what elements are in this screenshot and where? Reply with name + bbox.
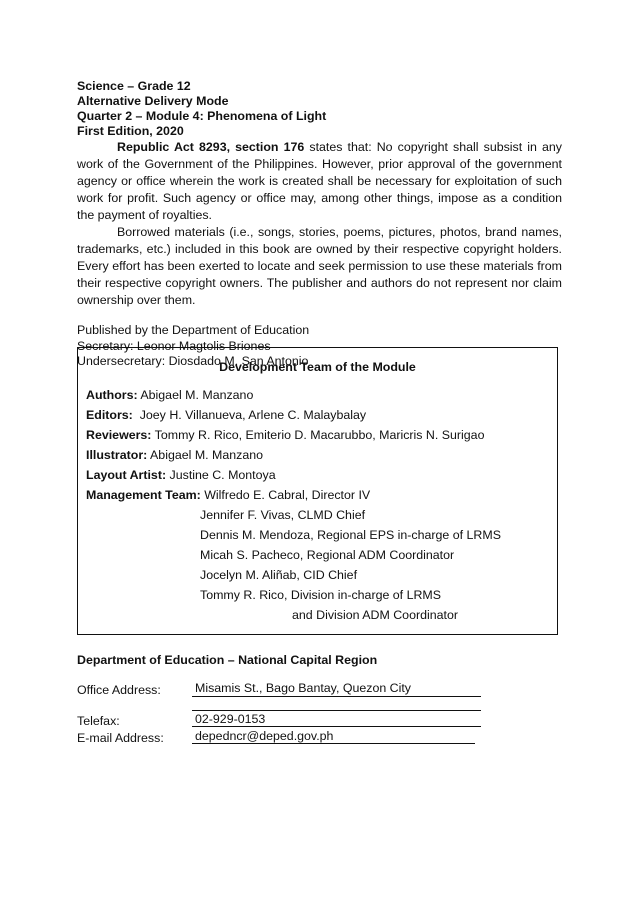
undersecretary: Undersecretary: Diosdado M. San Antonio (77, 354, 309, 368)
management-row (86, 488, 370, 502)
reviewers-row (86, 428, 484, 442)
management-label: Management Team: (86, 488, 201, 502)
office-address-line (192, 696, 481, 697)
delivery-mode: Alternative Delivery Mode (77, 94, 229, 108)
edition: First Edition, 2020 (77, 124, 184, 138)
secretary: Secretary: Leonor Magtolis Briones (77, 338, 271, 353)
illustrator-row (86, 448, 263, 462)
authors-label: Authors: (86, 388, 138, 402)
management-member: Jennifer F. Vivas, CLMD Chief (200, 508, 366, 522)
copyright-paragraph (77, 139, 562, 224)
borrowed-materials-paragraph (77, 224, 562, 309)
development-team-box (77, 347, 558, 635)
published-by: Published by the Department of Education (77, 323, 310, 337)
office-address-value: Misamis St., Bago Bantay, Quezon City (195, 681, 412, 695)
borrowed-body: Borrowed materials (i.e., songs, stories, poems, pictures, photos, brand names, trademarks, etc.) included in this book are owned by their respective copyright holders. Every effort has been exerted to locate and seek permission to use these materials from their respective copyright owners. The publisher and authors do not represent nor claim ownership over them. (77, 225, 562, 307)
copyright-body: states that: No copyright shall subsist in any work of the Government of the Philippines. However, prior approval of the government agency or office wherein the work is created shall be necessary for exploitation of such work for profit. Such agency or office may, among other things, impose as a condition the payment of royalties. (77, 140, 563, 222)
document-page (77, 79, 562, 370)
editors-value: Joey H. Villanueva, Arlene C. Malaybalay (132, 408, 367, 422)
reviewers-value: Tommy R. Rico, Emiterio D. Macarubbo, Maricris N. Surigao (151, 428, 485, 442)
team-title: Development Team of the Module (219, 360, 416, 374)
illustrator-label: Illustrator: (86, 448, 148, 462)
telefax-line (192, 726, 481, 727)
management-member: Dennis M. Mendoza, Regional EPS in-charge of LRMS (200, 528, 501, 542)
editors-label: Editors: (86, 408, 133, 422)
subject-grade: Science – Grade 12 (77, 79, 191, 93)
management-member-continued: and Division ADM Coordinator (292, 608, 458, 622)
reviewers-label: Reviewers: (86, 428, 152, 442)
authors-row (86, 388, 253, 402)
layout-artist-value: Justine C. Montoya (166, 468, 276, 482)
department-heading: Department of Education – National Capital Region (77, 653, 378, 667)
office-address-label: Office Address: (77, 683, 161, 697)
office-address-line-2 (192, 710, 481, 711)
authors-value: Abigael M. Manzano (137, 388, 254, 402)
copyright-lead: Republic Act 8293, section 176 (117, 140, 305, 154)
editors-row (86, 408, 366, 422)
management-member: Tommy R. Rico, Division in-charge of LRMS (200, 588, 441, 602)
telefax-value: 02-929-0153 (195, 712, 266, 726)
module-header (77, 79, 562, 139)
email-label: E-mail Address: (77, 731, 164, 745)
email-value: depedncr@deped.gov.ph (195, 729, 334, 743)
layout-artist-label: Layout Artist: (86, 468, 167, 482)
management-member: Micah S. Pacheco, Regional ADM Coordinator (200, 548, 455, 562)
telefax-label: Telefax: (77, 714, 120, 728)
management-member: Wilfredo E. Cabral, Director IV (200, 488, 371, 502)
layout-artist-row (86, 468, 276, 482)
management-member: Jocelyn M. Aliñab, CID Chief (200, 568, 358, 582)
quarter-module: Quarter 2 – Module 4: Phenomena of Light (77, 109, 327, 123)
email-line (192, 743, 475, 744)
illustrator-value: Abigael M. Manzano (147, 448, 263, 462)
